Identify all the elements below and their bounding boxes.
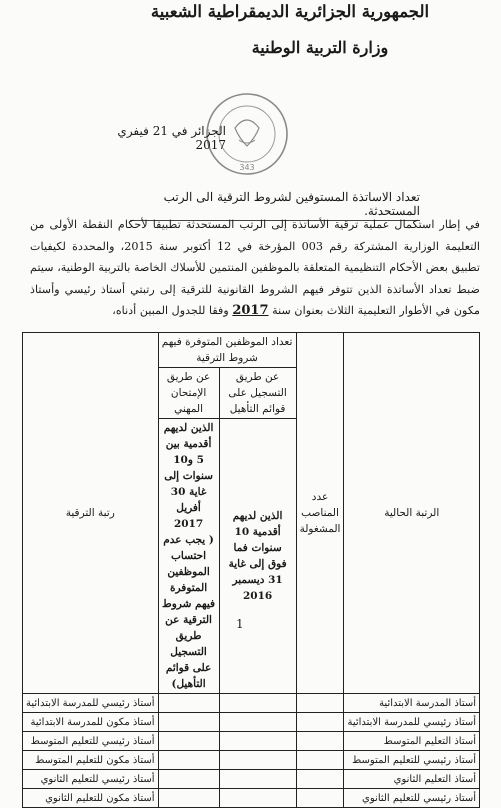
promotion-rank-cell: أستاذ مكون للتعليم المتوسط xyxy=(23,751,159,770)
table-row xyxy=(23,694,480,713)
current-rank-cell: أستاذ رئيسي للمدرسة الابتدائية xyxy=(344,713,480,732)
page-number: 1 xyxy=(236,617,244,631)
exam-cell xyxy=(158,789,219,808)
header-registration: عن طريق التسجيل على قوائم التأهيل xyxy=(219,368,296,419)
table-row xyxy=(23,751,480,770)
ministry-header: وزارة التربية الوطنية xyxy=(251,38,389,57)
positions-cell xyxy=(296,694,344,713)
current-rank-cell: أستاذ التعليم الثانوي xyxy=(344,770,480,789)
promotion-rank-cell: أستاذ مكون للمدرسة الابتدائية xyxy=(23,713,159,732)
table-row xyxy=(23,713,480,732)
exam-cell xyxy=(158,694,219,713)
positions-cell xyxy=(296,770,344,789)
paragraph-text: في إطار استكمال عملية ترقية الأساتذة إلى الرتب المستحدثة تطبيقا لأحكام النقطة الأولى من التعليمة الوزارية المشتركة رقم 003 المؤرخة في 12 أكتوبر سنة 2015، والمحددة لكيفيات تطبيق بعض الأحكام التنظيمية المتعلقة بالموظفين المنتمين للأسلاك الخاصة بالتربية الوطنية، سيتم ضبط تعداد الأساتذة الذين تتوفر فيهم الشروط القانونية للترقية إلى رتبتي أستاذ رئيسي وأستاذ مكون في الأطوار التعليمية الثلاث بعنوان سنة xyxy=(30,218,480,317)
current-rank-cell: أستاذ رئيسي للتعليم المتوسط xyxy=(344,751,480,770)
header-current-rank: الرتبة الحالية xyxy=(344,333,480,694)
promotion-rank-cell: أستاذ رئيسي للمدرسة الابتدائية xyxy=(23,694,159,713)
exam-cell xyxy=(158,751,219,770)
registration-cell xyxy=(219,694,296,713)
positions-cell xyxy=(296,751,344,770)
exam-criteria: الذين لديهم أقدمية بين 5 و10 سنوات إلى غاية 30 أفريل 2017 xyxy=(163,422,214,530)
header-exam: عن طريق الإمتحان المهني xyxy=(158,368,219,419)
header-positions: عدد المناصب المشغولة xyxy=(296,333,344,694)
registration-cell xyxy=(219,732,296,751)
body-paragraph xyxy=(30,214,480,322)
table-row xyxy=(23,732,480,751)
promotion-table xyxy=(22,332,480,808)
date-line: الجزائر في 21 فيفري 2017 xyxy=(117,124,226,152)
registration-criteria: الذين لديهم أقدمية 10 سنوات فما فوق إلى غاية 31 ديسمبر 2016 xyxy=(219,419,296,694)
promotion-rank-cell: أستاذ رئيسي للتعليم المتوسط xyxy=(23,732,159,751)
exam-criteria-cell xyxy=(158,419,219,694)
registration-cell xyxy=(219,789,296,808)
current-rank-cell: أستاذ التعليم المتوسط xyxy=(344,732,480,751)
table-row xyxy=(23,789,480,808)
registration-cell xyxy=(219,770,296,789)
exam-cell xyxy=(158,732,219,751)
exam-cell xyxy=(158,770,219,789)
header-promotion-rank: رتبة الترقية xyxy=(23,333,159,694)
registration-cell xyxy=(219,713,296,732)
exam-cell xyxy=(158,713,219,732)
paragraph-tail: وفقا للجدول المبين أدناه، xyxy=(112,304,229,317)
positions-cell xyxy=(296,713,344,732)
header-group: تعداد الموظفين المتوفرة فيهم شروط الترقية xyxy=(158,333,296,368)
table-row xyxy=(23,770,480,789)
registration-cell xyxy=(219,751,296,770)
current-rank-cell: أستاذ رئيسي للتعليم الثانوي xyxy=(344,789,480,808)
subject-line: تعداد الاساتذة المستوفين لشروط الترقية الى الرتب المستحدثة. xyxy=(130,190,420,221)
promotion-rank-cell: أستاذ رئيسي للتعليم الثانوي xyxy=(23,770,159,789)
positions-cell xyxy=(296,789,344,808)
seal-number: 343 xyxy=(239,163,255,172)
republic-header: الجمهورية الجزائرية الديمقراطية الشعبية xyxy=(150,2,430,21)
paragraph-year: 2017 xyxy=(232,303,269,318)
positions-cell xyxy=(296,732,344,751)
current-rank-cell: أستاذ المدرسة الابتدائية xyxy=(344,694,480,713)
exam-note: ( يجب عدم احتساب الموظفين المتوفرة فيهم شروط الترقية عن طريق التسجيل على قوائم التأهيل) xyxy=(162,534,216,690)
promotion-rank-cell: أستاذ مكون للتعليم الثانوي xyxy=(23,789,159,808)
